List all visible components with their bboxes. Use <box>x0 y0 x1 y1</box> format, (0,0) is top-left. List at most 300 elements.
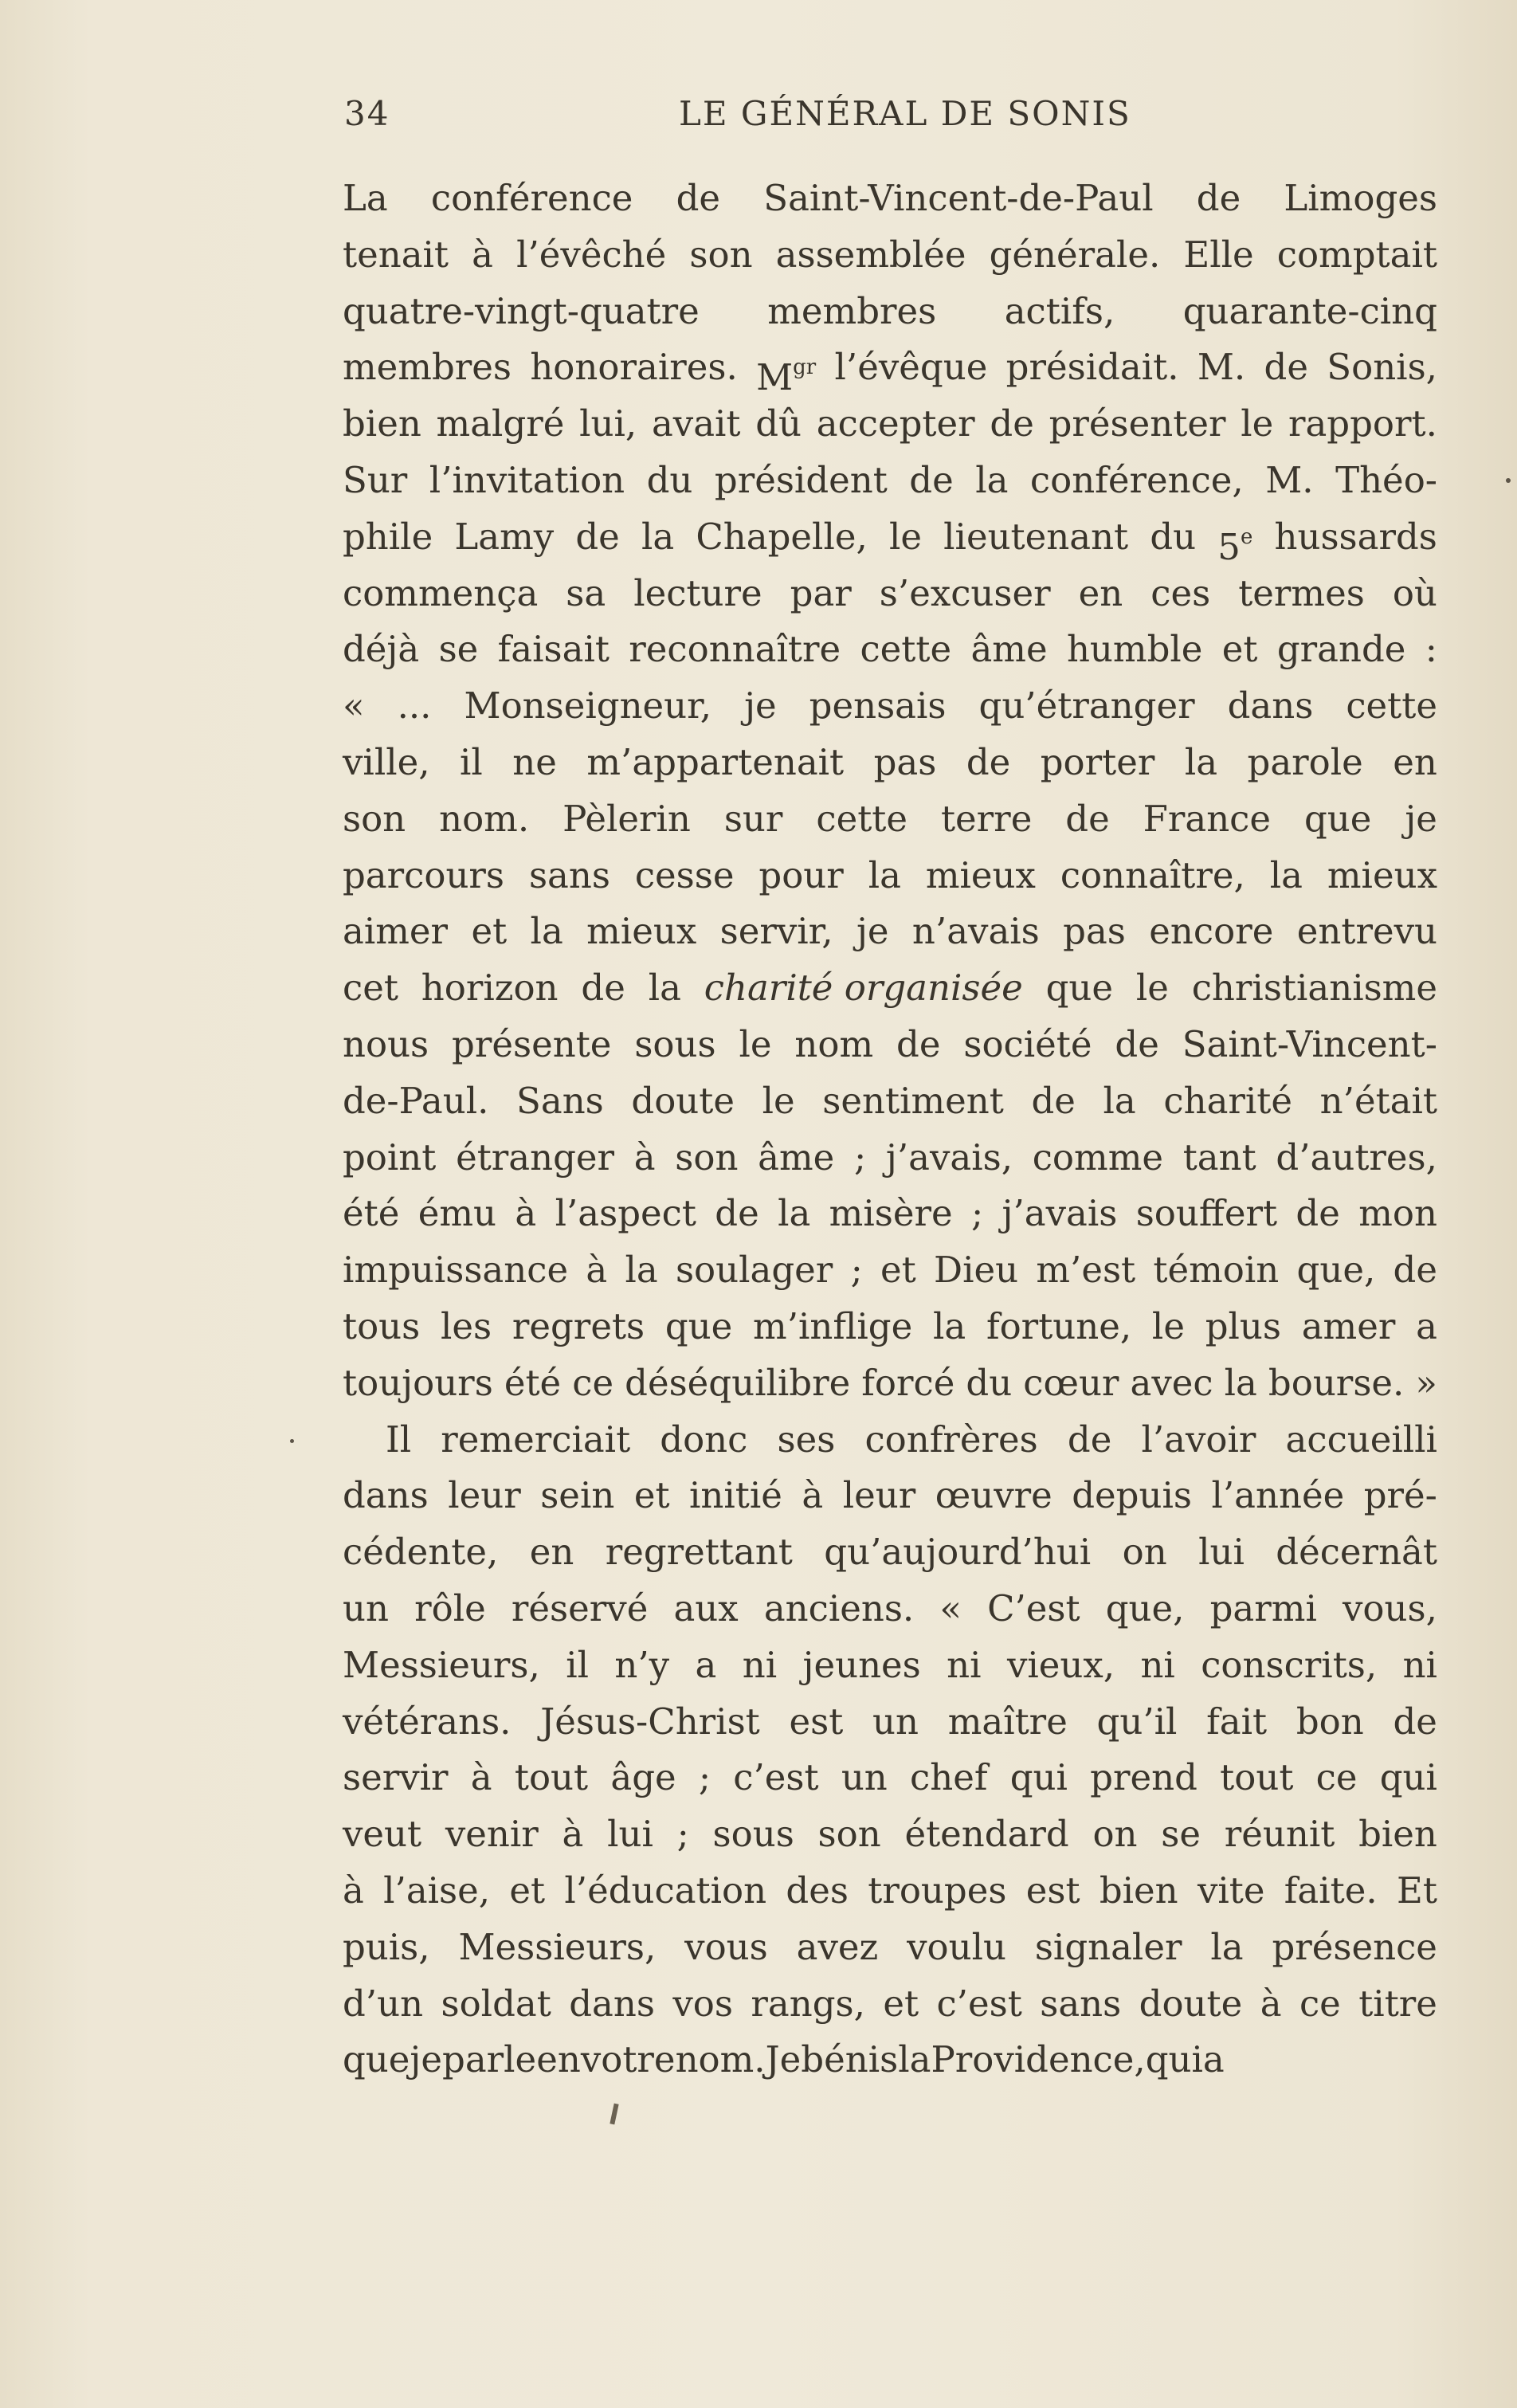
word: forcé <box>861 1361 955 1404</box>
word: nom. <box>675 2038 766 2081</box>
word: a <box>695 1643 717 1686</box>
word: qu’aujourd’hui <box>824 1531 1092 1574</box>
word: voulu <box>907 1925 1006 1968</box>
word: il <box>566 1643 589 1686</box>
word: je <box>856 910 889 953</box>
word: est <box>789 1700 844 1743</box>
word: phile <box>343 515 433 558</box>
word: le <box>1151 1304 1185 1347</box>
word: regrettant <box>605 1531 793 1574</box>
word: générale. <box>989 233 1161 276</box>
word: la <box>625 1249 658 1292</box>
word: regrets <box>512 1304 645 1347</box>
word: reconnaître <box>629 628 841 671</box>
word: Et <box>1396 1869 1437 1912</box>
word: nous <box>343 1022 429 1065</box>
word: un <box>872 1700 919 1743</box>
word: accueilli <box>1285 1418 1437 1461</box>
word: la <box>648 967 681 1010</box>
word: m’est <box>1036 1249 1136 1292</box>
word: la <box>868 853 901 896</box>
word: C’est <box>987 1586 1080 1630</box>
word: cesse <box>634 853 735 896</box>
word: de <box>909 458 954 501</box>
word: bien <box>1358 1813 1437 1856</box>
word: de <box>715 1192 759 1235</box>
word: aimer <box>343 910 449 953</box>
word: réservé <box>511 1586 649 1630</box>
word: la <box>898 2038 931 2081</box>
text-line <box>343 622 1437 678</box>
word: pensais <box>809 684 947 727</box>
word: avez <box>796 1925 879 1968</box>
paper-speck <box>290 1439 294 1443</box>
text-line <box>343 566 1437 622</box>
word: lecture <box>633 571 762 614</box>
text-line <box>343 1130 1437 1186</box>
page-number: 34 <box>344 94 390 133</box>
word: ; <box>854 1135 867 1179</box>
word: œuvre <box>935 1474 1052 1517</box>
word: Dieu <box>933 1249 1019 1292</box>
word: et <box>509 1869 546 1912</box>
word: souffert <box>1135 1192 1278 1235</box>
word: âme <box>970 628 1048 671</box>
word: la <box>975 458 1009 501</box>
word: sur <box>723 797 783 840</box>
word: déjà <box>343 628 420 671</box>
word: mon <box>1358 1192 1437 1235</box>
word: connaître, <box>1060 853 1245 896</box>
word: de <box>575 515 620 558</box>
word: chef <box>910 1756 988 1799</box>
word: on <box>1092 1813 1138 1856</box>
word: a <box>1416 1304 1437 1347</box>
word: sans <box>1040 1982 1122 2025</box>
word: à <box>586 1249 608 1292</box>
word: la <box>778 1192 811 1235</box>
word: à <box>562 1813 584 1856</box>
word: qu’étranger <box>978 684 1195 727</box>
word: Il <box>386 1418 412 1461</box>
text-line <box>343 960 1437 1017</box>
word: ni <box>1140 1643 1175 1686</box>
word: son <box>817 1813 881 1856</box>
word: accepter <box>816 402 975 445</box>
word: qui <box>1145 2038 1203 2081</box>
word: M. <box>1197 346 1246 389</box>
word: d’un <box>343 1982 424 2025</box>
word: mieux <box>925 853 1036 896</box>
word: de <box>1296 1192 1340 1235</box>
word: parcours <box>343 853 505 896</box>
word: jeunes <box>802 1643 921 1686</box>
word: aux <box>673 1586 739 1630</box>
word: Sans <box>516 1079 604 1122</box>
word: impuissance <box>343 1249 569 1292</box>
word: hussards <box>1274 515 1437 558</box>
word: titre <box>1358 1982 1437 2025</box>
word: soulager <box>675 1249 833 1292</box>
word: depuis <box>1072 1474 1192 1517</box>
word: en <box>1078 571 1123 614</box>
word: donc <box>660 1418 748 1461</box>
text-line <box>343 1412 1437 1469</box>
word: à <box>472 233 493 276</box>
word: l’évêché <box>516 233 667 276</box>
word: entrevu <box>1296 910 1437 953</box>
word: le <box>1135 967 1169 1010</box>
word: terre <box>940 797 1033 840</box>
word: ces <box>1150 571 1211 614</box>
word: de-Paul. <box>343 1079 489 1122</box>
word: présidait. <box>1005 346 1179 389</box>
word: bien <box>343 402 421 445</box>
word: que <box>664 1304 733 1347</box>
word: cédente, <box>343 1531 499 1574</box>
text-line <box>343 791 1437 848</box>
word: assemblée <box>775 233 966 276</box>
word: charité <box>1163 1079 1293 1122</box>
word: bien <box>1099 1869 1178 1912</box>
ink-mark <box>610 2104 618 2125</box>
word: la <box>932 1304 966 1347</box>
word: d’autres, <box>1276 1135 1437 1179</box>
word: de <box>1393 1249 1437 1292</box>
word: étendard <box>904 1813 1069 1856</box>
word: initié <box>689 1474 782 1517</box>
word: « <box>939 1586 962 1630</box>
word: Limoges <box>1284 177 1437 219</box>
word: quarante-cinq <box>1182 289 1437 332</box>
word: christianisme <box>1191 967 1437 1010</box>
word: ; <box>970 1192 984 1235</box>
text-line <box>343 1976 1437 2033</box>
word: bourse. <box>1268 1361 1405 1404</box>
word: La <box>343 177 388 219</box>
word: conférence, <box>1029 458 1244 501</box>
word: m’appartenait <box>586 740 845 783</box>
word: pas <box>1063 910 1126 953</box>
word: été <box>504 1361 562 1404</box>
text-line <box>343 1017 1437 1073</box>
word: de <box>990 402 1034 445</box>
text-line <box>343 1920 1437 1976</box>
word: de <box>1393 1700 1437 1743</box>
word: avec <box>1130 1361 1213 1404</box>
word: conscrits, <box>1201 1643 1378 1686</box>
word: n’avais <box>911 910 1040 953</box>
word: ; <box>698 1756 711 1799</box>
word: ce <box>572 1361 614 1404</box>
word: ; <box>850 1249 863 1292</box>
word: Sur <box>343 458 408 501</box>
word: la <box>641 515 675 558</box>
word: dans <box>343 1474 429 1517</box>
word: rangs, <box>751 1982 865 2025</box>
word: point <box>343 1135 437 1179</box>
word: ce <box>1299 1982 1341 2025</box>
running-head <box>344 94 1141 142</box>
word: présenter <box>1049 402 1226 445</box>
word: de <box>896 1022 941 1065</box>
word: honoraires. <box>530 346 738 389</box>
word: termes <box>1238 571 1365 614</box>
word: a <box>1202 2038 1225 2081</box>
word: m’inflige <box>753 1304 913 1347</box>
superscript: e <box>1240 524 1253 549</box>
word: le <box>762 1079 795 1122</box>
word: cœur <box>1023 1361 1119 1404</box>
word: l’aspect <box>555 1192 696 1235</box>
word: Saint-Vincent-de-Paul <box>763 177 1154 219</box>
word: malgré <box>436 402 565 445</box>
text-line <box>343 1355 1437 1412</box>
text-line <box>343 171 1437 227</box>
text-line <box>343 339 1437 399</box>
word: bénis <box>801 2038 899 2081</box>
word: je <box>410 2038 443 2081</box>
word: parole <box>1247 740 1363 783</box>
word: servir, <box>719 910 833 953</box>
word: les <box>441 1304 492 1347</box>
text-line <box>343 1073 1437 1130</box>
word: Théo- <box>1335 458 1437 501</box>
word: mieux <box>1327 853 1437 896</box>
word: vous, <box>1342 1586 1437 1630</box>
word: rapport. <box>1288 402 1437 445</box>
word: âme <box>758 1135 835 1179</box>
word: doute <box>631 1079 735 1122</box>
text-line <box>343 1468 1437 1524</box>
word: cette <box>1346 684 1437 727</box>
word: lui, <box>579 402 637 445</box>
word: est <box>1025 1869 1080 1912</box>
word: 5e <box>1217 509 1252 566</box>
word: le <box>1241 402 1274 445</box>
word: présence <box>1272 1925 1437 1968</box>
word: pas <box>873 740 937 783</box>
word: que <box>1045 967 1113 1010</box>
word: on <box>1122 1531 1167 1574</box>
word: se <box>1161 1813 1201 1856</box>
text-line <box>343 2032 1437 2088</box>
word: se <box>438 628 479 671</box>
word: la <box>1269 853 1303 896</box>
word: soldat <box>441 1982 551 2025</box>
word: un <box>343 1586 389 1630</box>
word: puis, <box>343 1925 430 1968</box>
word: son <box>675 1135 739 1179</box>
word: Saint-Vincent- <box>1182 1022 1437 1065</box>
word: présente <box>452 1022 612 1065</box>
word: » <box>1415 1361 1437 1404</box>
word: troupes <box>868 1869 1007 1912</box>
word: Chapelle, <box>696 515 868 558</box>
word: je <box>1405 797 1437 840</box>
word: et <box>1221 628 1258 671</box>
word: en <box>536 2038 581 2081</box>
word: dans <box>569 1982 655 2025</box>
word: Providence, <box>931 2038 1146 2081</box>
word: lui <box>1198 1531 1245 1574</box>
word: n’était <box>1319 1079 1437 1122</box>
word: c’est <box>936 1982 1022 2025</box>
word: la <box>1184 740 1218 783</box>
word: en <box>529 1531 574 1574</box>
word: parmi <box>1209 1586 1317 1630</box>
word: vite <box>1197 1869 1265 1912</box>
word: grande <box>1276 628 1406 671</box>
word: sentiment <box>822 1079 1004 1122</box>
word: de <box>1065 797 1110 840</box>
word: son <box>343 797 406 840</box>
word: que, <box>1105 1586 1185 1630</box>
word: l’avoir <box>1141 1418 1256 1461</box>
word: comptait <box>1276 233 1437 276</box>
word: un <box>841 1756 888 1799</box>
word: vétérans. <box>343 1700 512 1743</box>
word: Jésus-Christ <box>540 1700 760 1743</box>
word: la <box>1210 1925 1244 1968</box>
word: toujours <box>343 1361 493 1404</box>
word: le <box>739 1022 772 1065</box>
word: et <box>883 1982 919 2025</box>
word: veut <box>343 1813 422 1856</box>
word: venir <box>445 1813 539 1856</box>
word: à <box>1260 1982 1282 2025</box>
word: parle <box>442 2038 537 2081</box>
word: signaler <box>1034 1925 1182 1968</box>
word: et <box>880 1249 916 1292</box>
word: ses <box>777 1418 836 1461</box>
word: Pèlerin <box>563 797 691 840</box>
word: à <box>802 1474 824 1517</box>
word: mieux <box>586 910 697 953</box>
word: l’invitation <box>429 458 625 501</box>
word: décernât <box>1276 1531 1437 1574</box>
text-line <box>343 1863 1437 1920</box>
word: étranger <box>456 1135 615 1179</box>
word: ému <box>417 1192 497 1235</box>
word: anciens. <box>763 1586 915 1630</box>
word: Sonis, <box>1327 346 1437 389</box>
text-line <box>343 509 1437 566</box>
word: Je <box>765 2038 802 2081</box>
word: Messieurs, <box>458 1925 657 1968</box>
word: qui <box>1009 1756 1068 1799</box>
word: la <box>1103 1079 1136 1122</box>
word: de <box>1067 1418 1112 1461</box>
word: du <box>646 458 693 501</box>
word: à <box>633 1135 656 1179</box>
word: que <box>343 2038 410 2081</box>
word: tant <box>1182 1135 1256 1179</box>
word: nom <box>794 1022 874 1065</box>
word: horizon <box>421 967 559 1010</box>
word: des <box>786 1869 849 1912</box>
word: quatre-vingt-quatre <box>343 289 700 332</box>
word: tout <box>514 1756 589 1799</box>
word: ... <box>397 684 432 727</box>
text-line <box>343 1806 1437 1863</box>
word: l’évêque <box>834 346 988 389</box>
word: pré- <box>1363 1474 1437 1517</box>
word: qui <box>1379 1756 1437 1799</box>
word: sein <box>540 1474 615 1517</box>
word: faite. <box>1284 1869 1378 1912</box>
word: encore <box>1149 910 1274 953</box>
text-line <box>343 1186 1437 1242</box>
word: sans <box>528 853 610 896</box>
word: misère <box>829 1192 953 1235</box>
word: Lamy <box>454 515 555 558</box>
word: leur <box>448 1474 521 1517</box>
word: rôle <box>414 1586 486 1630</box>
word: doute <box>1139 1982 1243 2025</box>
word: membres <box>343 346 512 389</box>
word: dans <box>1227 684 1314 727</box>
word: leur <box>842 1474 916 1517</box>
word: à <box>343 1869 364 1912</box>
word: ; <box>676 1813 689 1856</box>
word: ville, <box>343 740 430 783</box>
word: cette <box>816 797 908 840</box>
word: la <box>530 910 563 953</box>
text-line <box>343 284 1437 340</box>
word: société <box>963 1022 1092 1065</box>
word: où <box>1392 571 1437 614</box>
word: je <box>744 684 777 727</box>
word: : <box>1425 628 1437 671</box>
word: déséquilibre <box>625 1361 851 1404</box>
word: confrères <box>864 1418 1038 1461</box>
word: âge <box>610 1756 676 1799</box>
word: en <box>1393 740 1437 783</box>
text-line <box>343 1694 1437 1751</box>
text-line <box>343 1524 1437 1581</box>
word: votre <box>580 2038 676 2081</box>
word: conférence <box>430 177 633 219</box>
italic-phrase: charité organisée <box>704 967 1023 1010</box>
word: comme <box>1032 1135 1164 1179</box>
text-line <box>343 1750 1437 1806</box>
text-line <box>343 227 1437 284</box>
word: l’aise, <box>383 1869 491 1912</box>
word: Monseigneur, <box>464 684 712 727</box>
word: prend <box>1090 1756 1198 1799</box>
word: et <box>471 910 508 953</box>
text-line <box>343 396 1437 453</box>
word: s’excuser <box>879 571 1051 614</box>
word: j’avais, <box>885 1135 1013 1179</box>
text-line <box>343 453 1437 509</box>
word: l’année <box>1211 1474 1345 1517</box>
word: avait <box>651 402 741 445</box>
word: ni <box>947 1643 982 1686</box>
word: Messieurs, <box>343 1643 540 1686</box>
word: tenait <box>343 233 449 276</box>
body-text <box>343 171 1437 2088</box>
word: que <box>1303 797 1372 840</box>
word: France <box>1143 797 1272 840</box>
word: « <box>343 684 365 727</box>
word: M. <box>1265 458 1314 501</box>
text-line <box>343 678 1437 735</box>
word: lui <box>607 1813 653 1856</box>
word: fait <box>1206 1700 1268 1743</box>
word: de <box>1031 1079 1076 1122</box>
